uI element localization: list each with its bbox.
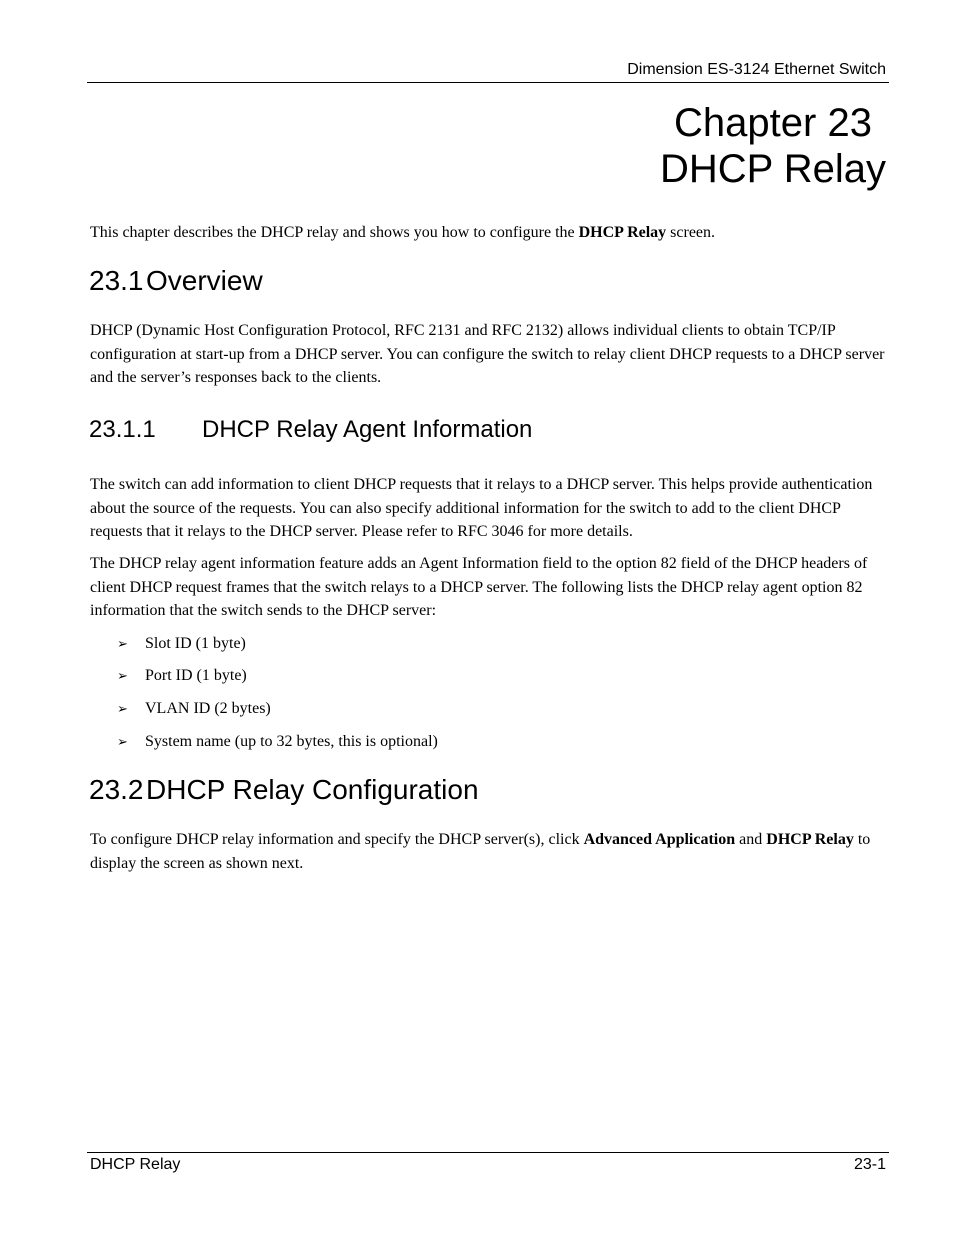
agent-info-paragraph-1: The switch can add information to client DHCP requests that it relays to a DHCP server. This helps provide authentication about the source of the requests. You can also specify additional information for the switch to add to the client DHCP requests that it relays to the DHCP server. Please refer to RFC 3046 for more details. bbox=[90, 476, 873, 540]
subsection-title: DHCP Relay Agent Information bbox=[202, 416, 533, 443]
bold-term-advanced-application: Advanced Application bbox=[583, 831, 736, 848]
section-heading-config bbox=[89, 774, 479, 806]
section-title: DHCP Relay Configuration bbox=[146, 774, 479, 805]
overview-paragraph: DHCP (Dynamic Host Configuration Protocol, RFC 2131 and RFC 2132) allows individual clients to obtain TCP/IP configuration at start-up from a DHCP server. You can configure the switch to relay client DHCP requests to a DHCP server and the server’s responses back to the clients. bbox=[90, 322, 885, 386]
bold-term-dhcp-relay: DHCP Relay bbox=[766, 831, 854, 848]
list-item: ➢ Port ID (1 byte) bbox=[117, 665, 247, 688]
section-number: 23.2 bbox=[89, 774, 144, 805]
page-number: 23-1 bbox=[853, 1156, 886, 1173]
chapter-number: Chapter 23 bbox=[674, 101, 872, 145]
chapter-title bbox=[660, 100, 886, 192]
intro-paragraph: This chapter describes the DHCP relay and shows you how to configure the DHCP Relay screen. bbox=[90, 224, 716, 241]
list-item: ➢ System name (up to 32 bytes, this is optional) bbox=[117, 731, 438, 754]
footer-chapter-name: DHCP Relay bbox=[90, 1156, 181, 1173]
subsection-heading-agent-info bbox=[89, 416, 532, 444]
list-item: ➢ Slot ID (1 byte) bbox=[117, 633, 246, 656]
chapter-name: DHCP Relay bbox=[660, 147, 886, 191]
bullet-arrow-icon: ➢ bbox=[117, 735, 128, 750]
footer-rule bbox=[87, 1152, 889, 1153]
config-paragraph: To configure DHCP relay information and specify the DHCP server(s), click Advanced Application and DHCP Relay to display the screen as shown next. bbox=[90, 831, 871, 872]
section-heading-overview bbox=[89, 265, 263, 297]
header-rule bbox=[87, 82, 889, 83]
list-item: ➢ VLAN ID (2 bytes) bbox=[117, 698, 271, 721]
section-title: Overview bbox=[146, 265, 263, 296]
running-header: Dimension ES-3124 Ethernet Switch bbox=[627, 61, 886, 78]
subsection-number: 23.1.1 bbox=[89, 416, 156, 443]
bullet-arrow-icon: ➢ bbox=[117, 702, 128, 717]
section-number: 23.1 bbox=[89, 265, 144, 296]
bullet-arrow-icon: ➢ bbox=[117, 669, 128, 684]
intro-bold-term: DHCP Relay bbox=[578, 224, 667, 241]
agent-info-paragraph-2: The DHCP relay agent information feature adds an Agent Information field to the option 82 field of the DHCP headers of client DHCP request frames that the switch relays to a DHCP server. The following lists the DHCP relay agent option 82 information that the switch sends to the DHCP server: bbox=[90, 555, 868, 619]
bullet-arrow-icon: ➢ bbox=[117, 637, 128, 652]
